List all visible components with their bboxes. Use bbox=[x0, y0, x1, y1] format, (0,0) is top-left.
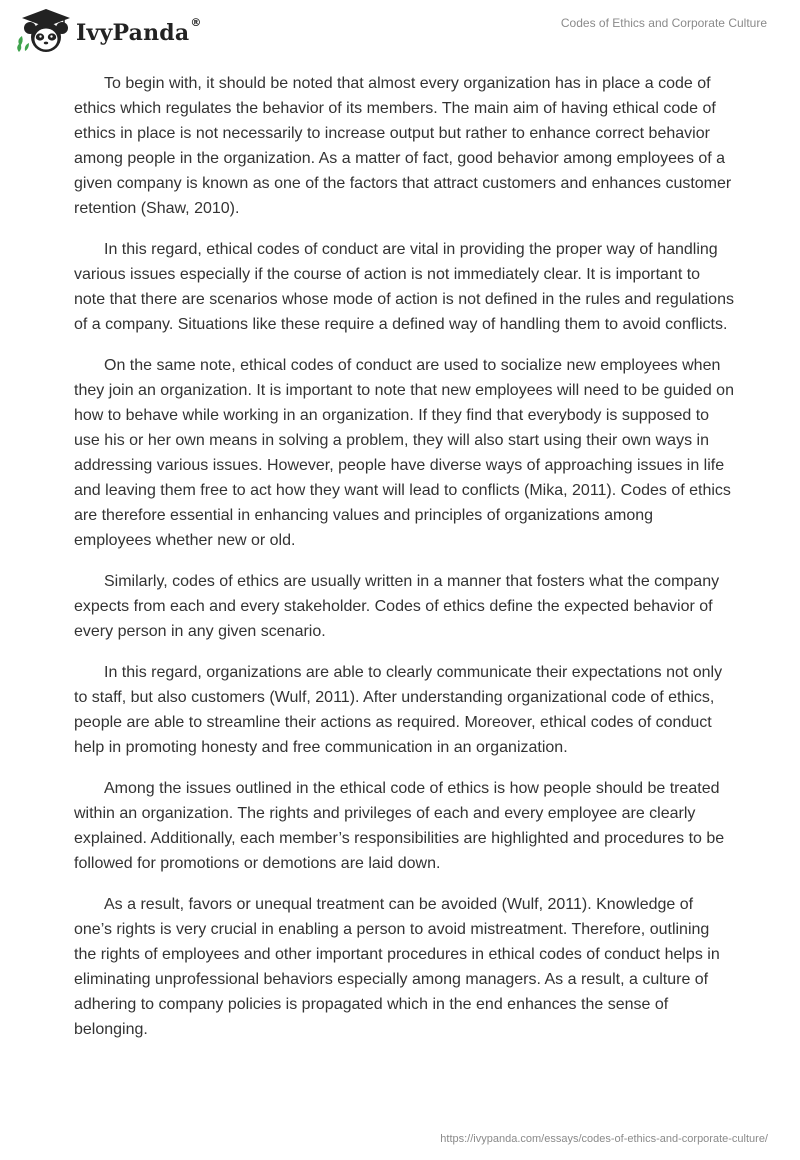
source-url[interactable]: https://ivypanda.com/essays/codes-of-ethics-and-corporate-culture/ bbox=[440, 1133, 768, 1145]
page-header bbox=[0, 0, 800, 60]
paragraph: Among the issues outlined in the ethical code of ethics is how people should be treated within an organization. The rights and privileges of each and every employee are clearly explained. Additionally, each member’s responsibilities are highlighted and procedures to be followed for promotions or demotions are laid down. bbox=[74, 780, 725, 872]
ivypanda-logo[interactable] bbox=[14, 6, 202, 56]
document-title: Codes of Ethics and Corporate Culture bbox=[560, 16, 767, 30]
paragraph: Similarly, codes of ethics are usually written in a manner that fosters what the company expects from each and every stakeholder. Codes of ethics define the expected behavior of every person in any given scenario. bbox=[74, 573, 720, 640]
panda-graduate-logo-icon bbox=[14, 6, 74, 56]
paragraph: On the same note, ethical codes of conduct are used to socialize new employees when they join an organization. It is important to note that new employees will need to be guided on how to behave while working in an organization. If they find that everybody is supposed to use his or her own means in solving a problem, they will also start using their own ways in addressing various issues. However, people have diverse ways of approaching issues in life and leaving them free to act how they want will lead to conflicts (Mika, 2011). Codes of ethics are therefore essential in enhancing values and principles of organizations among employees whether new or old. bbox=[74, 357, 734, 549]
registered-mark: ® bbox=[190, 16, 202, 29]
paragraph: In this regard, ethical codes of conduct are vital in providing the proper way of handling various issues especially if the course of action is not immediately clear. It is important to note that there are scenarios whose mode of action is not defined in the rules and regulations of a company. Situations like these require a defined way of handling them to avoid conflicts. bbox=[74, 241, 734, 333]
paragraph: In this regard, organizations are able to clearly communicate their expectations not only to staff, but also customers (Wulf, 2011). After understanding organizational code of ethics, people are able to streamline their actions as required. Moreover, ethical codes of conduct help in promoting honesty and free communication in an organization. bbox=[74, 664, 723, 756]
logo-wordmark: IvyPanda® bbox=[76, 16, 202, 46]
paragraph: As a result, favors or unequal treatment can be avoided (Wulf, 2011). Knowledge of one’s rights is very crucial in enabling a person to avoid mistreatment. Therefore, outlining the rights of employees and other important procedures in ethical codes of conduct helps in eliminating unprofessional behaviors especially among managers. As a result, a culture of adhering to company policies is propagated which in the end enhances the sense of belonging. bbox=[74, 896, 720, 1038]
paragraph: To begin with, it should be noted that almost every organization has in place a code of ethics which regulates the behavior of its members. The main aim of having ethical code of ethics in place is not necessarily to increase output but rather to enhance correct behavior among people in the organization. As a matter of fact, good behavior among employees of a given company is known as one of the factors that attract customers and enhances customer retention (Shaw, 2010). bbox=[74, 75, 732, 217]
essay-body bbox=[74, 71, 734, 1058]
